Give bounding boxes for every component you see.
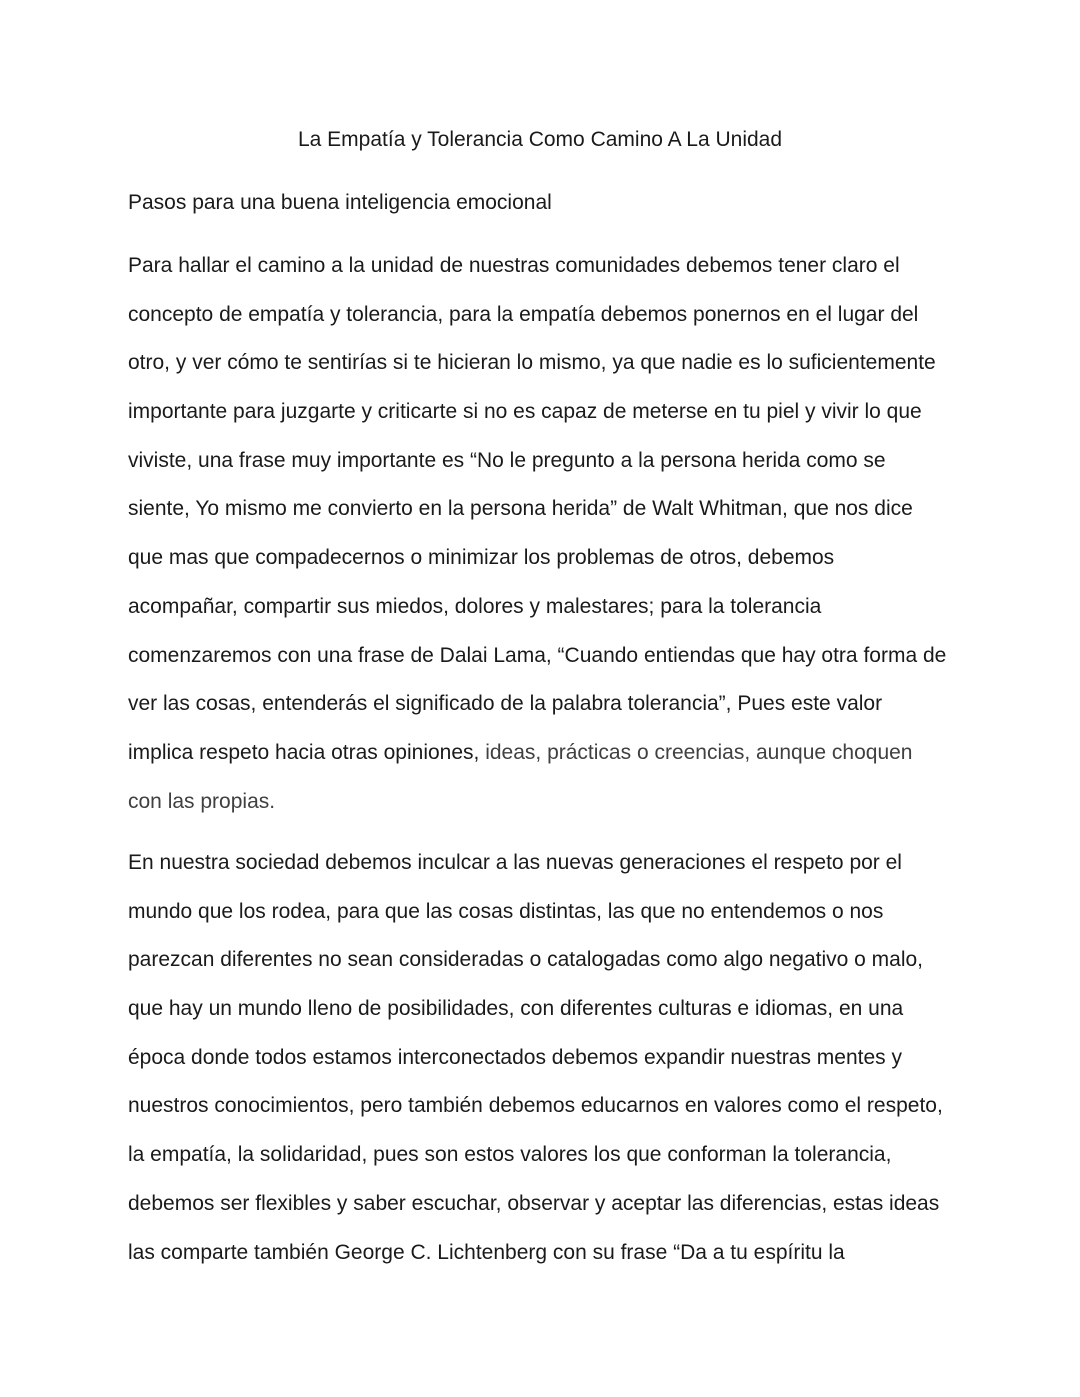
paragraph-society-respect <box>128 848 968 1286</box>
paragraph-line: las comparte también George C. Lichtenberg con su frase “Da a tu espíritu la <box>128 1240 845 1264</box>
paragraph-line <box>128 738 968 787</box>
paragraph-line: que hay un mundo lleno de posibilidades, con diferentes culturas e idiomas, en una <box>128 997 904 1021</box>
paragraph-empathy-tolerance <box>128 251 968 835</box>
paragraph-line: que mas que compadecernos o minimizar los problemas de otros, debemos <box>128 546 835 570</box>
paragraph-line: época donde todos estamos interconectados debemos expandir nuestras mentes y <box>128 1045 902 1069</box>
paragraph-line: siente, Yo mismo me convierto en la persona herida” de Walt Whitman, que nos dice <box>128 497 913 521</box>
document-title: La Empatía y Tolerancia Como Camino A La Unidad <box>297 128 783 151</box>
paragraph-line: importante para juzgarte y criticarte si no es capaz de meterse en tu piel y vivir lo que <box>128 400 922 424</box>
paragraph-line: ver las cosas, entenderás el significado de la palabra tolerancia”, Pues este valor <box>128 692 883 716</box>
paragraph-line-start: implica respeto hacia otras opiniones, <box>128 740 480 764</box>
paragraph-line: debemos ser flexibles y saber escuchar, observar y aceptar las diferencias, estas ideas <box>128 1191 940 1215</box>
document-subtitle: Pasos para una buena inteligencia emocional <box>128 191 552 214</box>
paragraph-line: otro, y ver cómo te sentirías si te hicieran lo mismo, ya que nadie es lo suficientemente <box>128 351 936 375</box>
paragraph-line: viviste, una frase muy importante es “No le pregunto a la persona herida como se <box>128 448 886 472</box>
paragraph-line: la empatía, la solidaridad, pues son estos valores los que conforman la tolerancia, <box>128 1143 892 1167</box>
paragraph-line: Para hallar el camino a la unidad de nuestras comunidades debemos tener claro el <box>128 254 900 277</box>
paragraph-line: mundo que los rodea, para que las cosas distintas, las que no entendemos o nos <box>128 899 884 923</box>
paragraph-line: nuestros conocimientos, pero también debemos educarnos en valores como el respeto, <box>128 1094 943 1118</box>
paragraph-line: comenzaremos con una frase de Dalai Lama, “Cuando entiendas que hay otra forma de <box>128 643 947 667</box>
paragraph-line: parezcan diferentes no sean consideradas o catalogadas como algo negativo o malo, <box>128 948 924 972</box>
paragraph-line: En nuestra sociedad debemos inculcar a las nuevas generaciones el respeto por el <box>128 851 902 874</box>
paragraph-line-end: ideas, prácticas o creencias, aunque choquen <box>479 740 913 764</box>
paragraph-line: acompañar, compartir sus miedos, dolores y malestares; para la tolerancia <box>128 594 822 618</box>
paragraph-line: concepto de empatía y tolerancia, para la empatía debemos ponernos en el lugar del <box>128 302 919 326</box>
paragraph-line: con las propias. <box>128 789 276 813</box>
